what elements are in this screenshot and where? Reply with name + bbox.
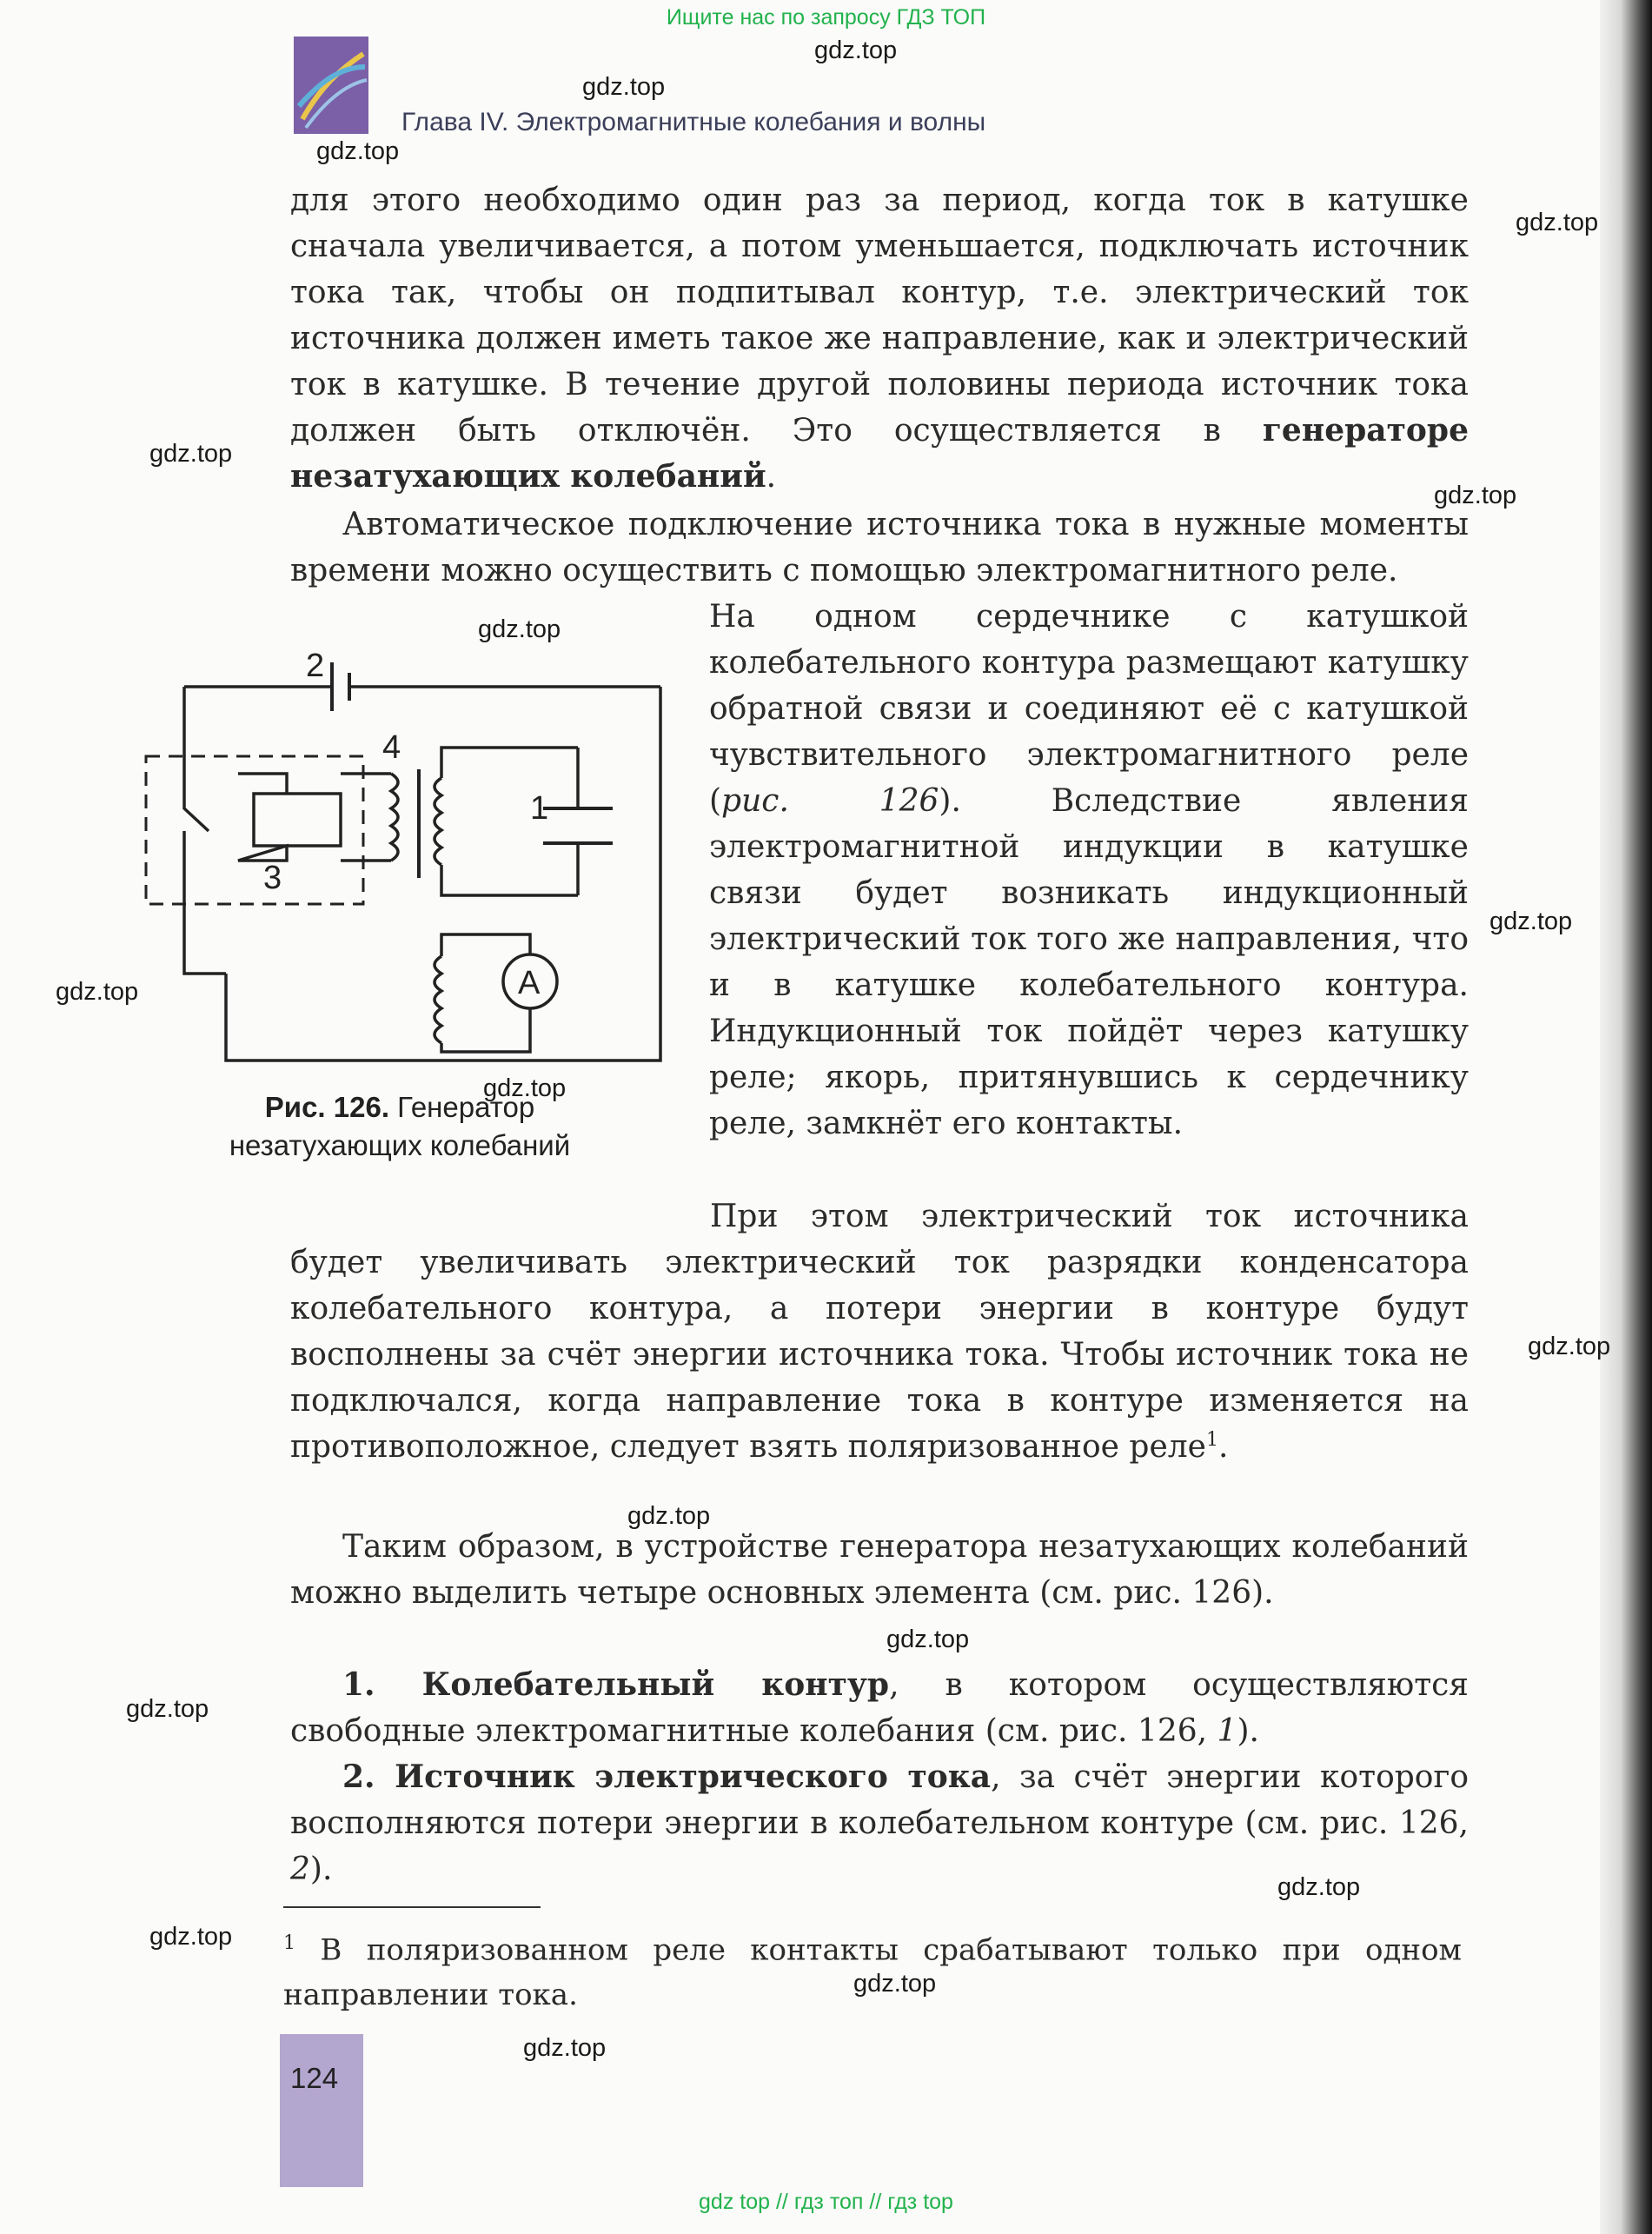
watermark: gdz.top	[1516, 209, 1599, 236]
paragraph-5	[290, 1754, 1469, 1892]
paragraph-2b-text: На одном сердечнике с катушкой колебательного контура размещают катушку обратной связи и соединяют её с катушкой чувствительного электромагнитного реле (	[709, 599, 1469, 819]
paragraph-2b-end: ). Вследствие явления электромагнитной индукции в катушке связи будет возникать индукционный электрический ток того же направления, что и в катушке колебательного контура. Индукционный ток пойдёт через катушку реле; якорь, притянувшись к сердечнику реле, замкнёт его контакты.	[709, 783, 1469, 1141]
paragraph-5-end: ).	[309, 1852, 333, 1887]
watermark: gdz.top	[126, 1695, 209, 1723]
paragraph-4-num: 1	[1217, 1713, 1237, 1749]
paragraph-2b-figref: рис. 126	[721, 783, 939, 819]
watermark: gdz.top	[1434, 482, 1517, 509]
paragraph-1-text: для этого необходимо один раз за период, когда ток в катушке сначала увеличивается, а потом уменьшается, подключать источник тока так, чтобы он подпитывал контур, т.е. электрический ток источника должен иметь такое же направление, как и электрический ток в катушке. В течение другой половины периода источник тока должен быть отключён. Это осуществляется в	[290, 183, 1469, 449]
watermark: gdz.top	[523, 2034, 607, 2062]
paragraph-2-continued	[290, 1193, 1469, 1470]
oscillating-circuit-wire	[441, 748, 578, 895]
paragraph-3-text: Таким образом, в устройстве генератора незатухающих колебаний можно выделить четыре основных элемента (см. рис. 126).	[290, 1529, 1469, 1611]
watermark: gdz.top	[478, 615, 561, 643]
paragraph-1	[290, 177, 1469, 500]
paragraph-2c-end: .	[1217, 1429, 1229, 1465]
ammeter-label: A	[518, 965, 541, 1001]
paragraph-5-text: , за счёт энергии которого восполняются потери энергии в колебательном контуре (см. рис. 126,	[290, 1759, 1469, 1841]
paragraph-5-term: 2. Источник электрического тока	[342, 1759, 992, 1795]
paragraph-1-end: .	[766, 459, 777, 495]
watermark: gdz.top	[853, 1970, 937, 1998]
page-number: 124	[290, 2062, 339, 2094]
footnote-mark: 1	[283, 1932, 295, 1954]
paragraph-4-text: , в котором осуществляются свободные электромагнитные колебания (см. рис. 126,	[290, 1667, 1470, 1749]
footnote-text: В поляризованном реле контакты срабатывают только при одном направлении тока.	[283, 1932, 1462, 2013]
watermark: gdz.top	[814, 37, 898, 64]
page-edge-shadow	[1600, 0, 1652, 2234]
top-banner[interactable]: Ищите нас по запросу ГДЗ ТОП	[666, 5, 986, 30]
footnote-ref: 1	[1205, 1429, 1218, 1451]
bottom-banner[interactable]: gdz top // гдз топ // гдз top	[699, 2190, 953, 2214]
paragraph-2-column	[709, 594, 1469, 1147]
label-2: 2	[306, 648, 325, 684]
watermark: gdz.top	[56, 978, 139, 1006]
paragraph-3	[290, 1524, 1469, 1616]
circuit-diagram	[139, 626, 678, 1069]
page-number-tab	[280, 2034, 363, 2187]
figure-caption-text: Генератор незатухающих колебаний	[229, 1091, 571, 1161]
relay-coil	[254, 794, 341, 846]
paragraph-4	[290, 1662, 1469, 1754]
label-4: 4	[382, 729, 401, 766]
chapter-title: Глава IV. Электромагнитные колебания и волны	[401, 108, 986, 136]
watermark: gdz.top	[316, 137, 400, 165]
watermark: gdz.top	[1528, 1333, 1611, 1360]
relay-switch	[184, 800, 209, 843]
feedback-coil	[391, 774, 398, 861]
watermark: gdz.top	[149, 1923, 233, 1951]
paragraph-4-term: 1. Колебательный контур	[342, 1666, 890, 1703]
label-1: 1	[530, 790, 549, 827]
paragraph-2	[290, 502, 1469, 594]
paragraph-2-text: Автоматическое подключение источника тока в нужные моменты времени можно осуществить с помощью электромагнитного реле.	[290, 507, 1469, 588]
footnote-divider	[283, 1906, 541, 1908]
chapter-logo-icon	[294, 37, 368, 134]
label-3: 3	[263, 860, 282, 896]
watermark: gdz.top	[483, 1074, 567, 1102]
watermark: gdz.top	[1489, 908, 1573, 935]
paragraph-2c-text: При этом электрический ток источника будет увеличивать электрический ток разрядки конденсатора колебательного контура, а потери энергии в контуре будут восполнены за счёт энергии источника тока. Чтобы источник тока не подключался, когда направление тока в контуре изменяется на противоположное, следует взять поляризованное реле	[290, 1199, 1469, 1465]
watermark: gdz.top	[627, 1502, 711, 1530]
figure-caption-number: Рис. 126.	[264, 1091, 389, 1123]
ammeter-coil	[435, 956, 441, 1043]
paragraph-5-num: 2	[290, 1852, 310, 1887]
paragraph-1-term: генераторе незатухающих колебаний	[290, 412, 1469, 495]
watermark: gdz.top	[1277, 1873, 1361, 1901]
circuit-coil	[435, 778, 441, 865]
watermark: gdz.top	[886, 1626, 970, 1653]
watermark: gdz.top	[149, 440, 233, 468]
paragraph-4-end: ).	[1237, 1713, 1259, 1749]
watermark: gdz.top	[582, 73, 666, 101]
